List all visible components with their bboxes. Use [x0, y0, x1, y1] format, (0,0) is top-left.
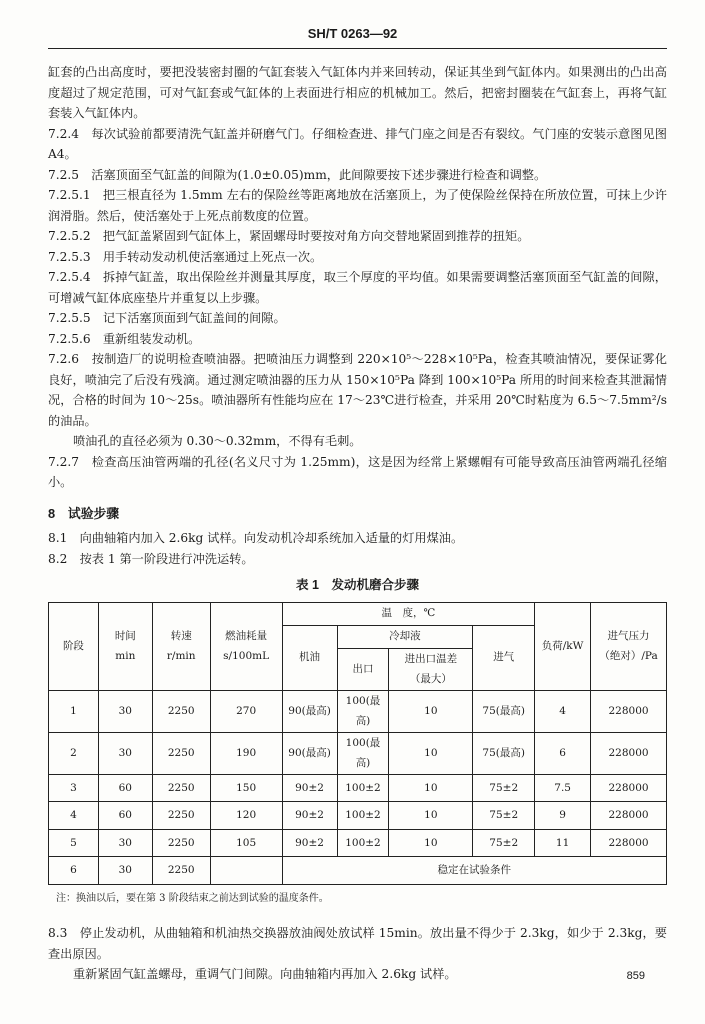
- paragraph-cont: 缸套的凸出高度时，要把没装密封圈的气缸套装入气缸体内并来回转动，保证其坐到气缸体内。如果测出的凸出高度超过了规定范围，可对气缸套或气缸体的上表面进行相应的机械加工。然后，把密封圈装在气缸套上，再将气缸套装入气缸体内。: [48, 65, 667, 120]
- header-inout-diff: 进出口温差 （最大）: [389, 648, 473, 690]
- table-body: [49, 690, 667, 884]
- cell-pressure: 228000: [591, 690, 667, 732]
- cell-speed: 2250: [152, 857, 210, 885]
- cell-speed: 2250: [152, 774, 210, 802]
- table-note: 注：换油以后，要在第 3 阶段结束之前达到试验的温度条件。: [56, 892, 329, 904]
- cell-time: 30: [98, 829, 152, 857]
- cell-oil-temp: 90(最高): [282, 732, 337, 774]
- header-load: 负荷/kW: [535, 602, 591, 690]
- header-fuel-consumption: 燃油耗量 s/100mL: [210, 602, 282, 690]
- cell-speed: 2250: [152, 829, 210, 857]
- cell-load: 4: [535, 690, 591, 732]
- cell-merged-condition: 稳定在试验条件: [282, 857, 666, 885]
- cell-load: 7.5: [535, 774, 591, 802]
- cell-time: 60: [98, 774, 152, 802]
- header-oil: 机油: [282, 625, 337, 690]
- clause-7-2-5-5: 7.2.5.5 记下活塞顶面到气缸盖间的间隙。: [48, 311, 286, 325]
- cell-fuel: 270: [210, 690, 282, 732]
- cell-load: 9: [535, 802, 591, 830]
- cell-stage: 3: [49, 774, 99, 802]
- cell-coolant-diff: 10: [389, 774, 473, 802]
- clause-7-2-6-nozzle: 喷油孔的直径必须为 0.30～0.32mm，不得有毛刺。: [73, 434, 362, 448]
- clause-7-2-5-3: 7.2.5.3 用手转动发动机使活塞通过上死点一次。: [48, 249, 323, 264]
- header-coolant: 冷却液: [337, 625, 473, 648]
- header-outlet: 出口: [337, 648, 389, 690]
- table-row: [49, 774, 667, 802]
- clause-7-2-5-6: 7.2.5.6 重新组装发动机。: [48, 331, 201, 346]
- clause-7-2-5-1: 7.2.5.1 把三根直径为 1.5mm 左右的保险丝等距离地放在活塞顶上，为了使保险丝保持在所放位置，可抹上少许润滑脂。然后，使活塞处于上死点前数度的位置。: [48, 188, 667, 223]
- table-row: [49, 732, 667, 774]
- header-intake-pressure: 进气压力 （绝对）/Pa: [591, 602, 667, 690]
- clause-7-2-6: 7.2.6 按制造厂的说明检查喷油器。把喷油压力调整到 220×10⁵～228×10⁵Pa，检查其喷油情况，要保证雾化良好，喷油完了后没有残滴。通过测定喷油器的压力从 150×10⁵Pa 降到 100×10⁵Pa 所用的时间来检查其泄漏情况，合格的时间为 10～25s。喷油器所有性能均应在 17～23℃进行检查，并采用 20℃时粘度为 6.5～7.5mm²/s 的油品。: [48, 352, 667, 428]
- clause-8-1: 8.1 向曲轴箱内加入 2.6kg 试样。向发动机冷却系统加入适量的灯用煤油。: [48, 531, 464, 545]
- cell-coolant-outlet: 100(最高): [337, 732, 389, 774]
- cell-stage: 4: [49, 802, 99, 830]
- cell-coolant-outlet: 100±2: [337, 802, 389, 830]
- cell-stage: 6: [49, 857, 99, 885]
- cell-coolant-outlet: 100(最高): [337, 690, 389, 732]
- cell-pressure: 228000: [591, 802, 667, 830]
- cell-oil-temp: 90±2: [282, 774, 337, 802]
- cell-stage: 2: [49, 732, 99, 774]
- cell-intake-temp: 75(最高): [473, 690, 535, 732]
- cell-intake-temp: 75±2: [473, 829, 535, 857]
- cell-coolant-diff: 10: [389, 829, 473, 857]
- cell-fuel: 105: [210, 829, 282, 857]
- cell-time: 30: [98, 857, 152, 885]
- cell-fuel: 190: [210, 732, 282, 774]
- cell-intake-temp: 75±2: [473, 774, 535, 802]
- section-8-heading: 8 试验步骤: [48, 505, 120, 521]
- cell-stage: 1: [49, 690, 99, 732]
- page-number: 859: [626, 970, 645, 982]
- cell-fuel: [210, 857, 282, 885]
- table-row: [49, 857, 667, 885]
- cell-pressure: 228000: [591, 732, 667, 774]
- document-body: [48, 62, 667, 985]
- standard-code-header: SH/T 0263—92: [307, 26, 398, 41]
- clause-7-2-5: 7.2.5 活塞顶面至气缸盖的间隙为(1.0±0.05)mm，此间隙要按下述步骤进行检查和调整。: [48, 167, 547, 182]
- header-time: 时间 min: [98, 602, 152, 690]
- cell-coolant-outlet: 100±2: [337, 829, 389, 857]
- cell-coolant-outlet: 100±2: [337, 774, 389, 802]
- break-in-steps-table: [48, 602, 667, 885]
- clause-7-2-5-4: 7.2.5.4 拆掉气缸盖，取出保险丝并测量其厚度，取三个厚度的平均值。如果需要调整活塞顶面至气缸盖的间隙，可增减气缸体底座垫片并重复以上步骤。: [48, 270, 667, 305]
- table-row: [49, 802, 667, 830]
- header-temperature: 温 度，℃: [282, 602, 535, 625]
- header-stage: 阶段: [49, 602, 99, 690]
- cell-stage: 5: [49, 829, 99, 857]
- cell-oil-temp: 90(最高): [282, 690, 337, 732]
- cell-load: 11: [535, 829, 591, 857]
- clause-8-3-refill: 重新紧固气缸盖螺母，重调气门间隙。向曲轴箱内再加入 2.6kg 试样。: [73, 967, 457, 981]
- header-rule: [48, 48, 667, 49]
- cell-oil-temp: 90±2: [282, 829, 337, 857]
- cell-time: 30: [98, 732, 152, 774]
- cell-oil-temp: 90±2: [282, 802, 337, 830]
- clause-8-3: 8.3 停止发动机，从曲轴箱和机油热交换器放油阀处放试样 15min。放出量不得少于 2.3kg，如少于 2.3kg，要查出原因。: [48, 926, 667, 961]
- cell-coolant-diff: 10: [389, 732, 473, 774]
- clause-7-2-5-2: 7.2.5.2 把气缸盖紧固到气缸体上，紧固螺母时要按对角方向交替地紧固到推荐的扭矩。: [48, 229, 530, 243]
- cell-coolant-diff: 10: [389, 802, 473, 830]
- cell-pressure: 228000: [591, 829, 667, 857]
- header-speed: 转速 r/min: [152, 602, 210, 690]
- cell-intake-temp: 75±2: [473, 802, 535, 830]
- cell-pressure: 228000: [591, 774, 667, 802]
- table-row: [49, 690, 667, 732]
- cell-time: 30: [98, 690, 152, 732]
- cell-load: 6: [535, 732, 591, 774]
- clause-8-2: 8.2 按表 1 第一阶段进行冲洗运转。: [48, 551, 254, 566]
- cell-speed: 2250: [152, 690, 210, 732]
- cell-time: 60: [98, 802, 152, 830]
- cell-coolant-diff: 10: [389, 690, 473, 732]
- header-intake-air: 进气: [473, 625, 535, 690]
- cell-fuel: 150: [210, 774, 282, 802]
- clause-7-2-7: 7.2.7 检查高压油管两端的孔径(名义尺寸为 1.25mm)，这是因为经常上紧螺帽有可能导致高压油管两端孔径缩小。: [48, 454, 667, 489]
- table-caption: 表 1 发动机磨合步骤: [296, 578, 419, 592]
- cell-speed: 2250: [152, 802, 210, 830]
- table-row: [49, 829, 667, 857]
- cell-fuel: 120: [210, 802, 282, 830]
- clause-7-2-4: 7.2.4 每次试验前都要清洗气缸盖并研磨气门。仔细检查进、排气门座之间是否有裂纹。气门座的安装示意图见图 A4。: [48, 126, 667, 161]
- cell-speed: 2250: [152, 732, 210, 774]
- cell-intake-temp: 75(最高): [473, 732, 535, 774]
